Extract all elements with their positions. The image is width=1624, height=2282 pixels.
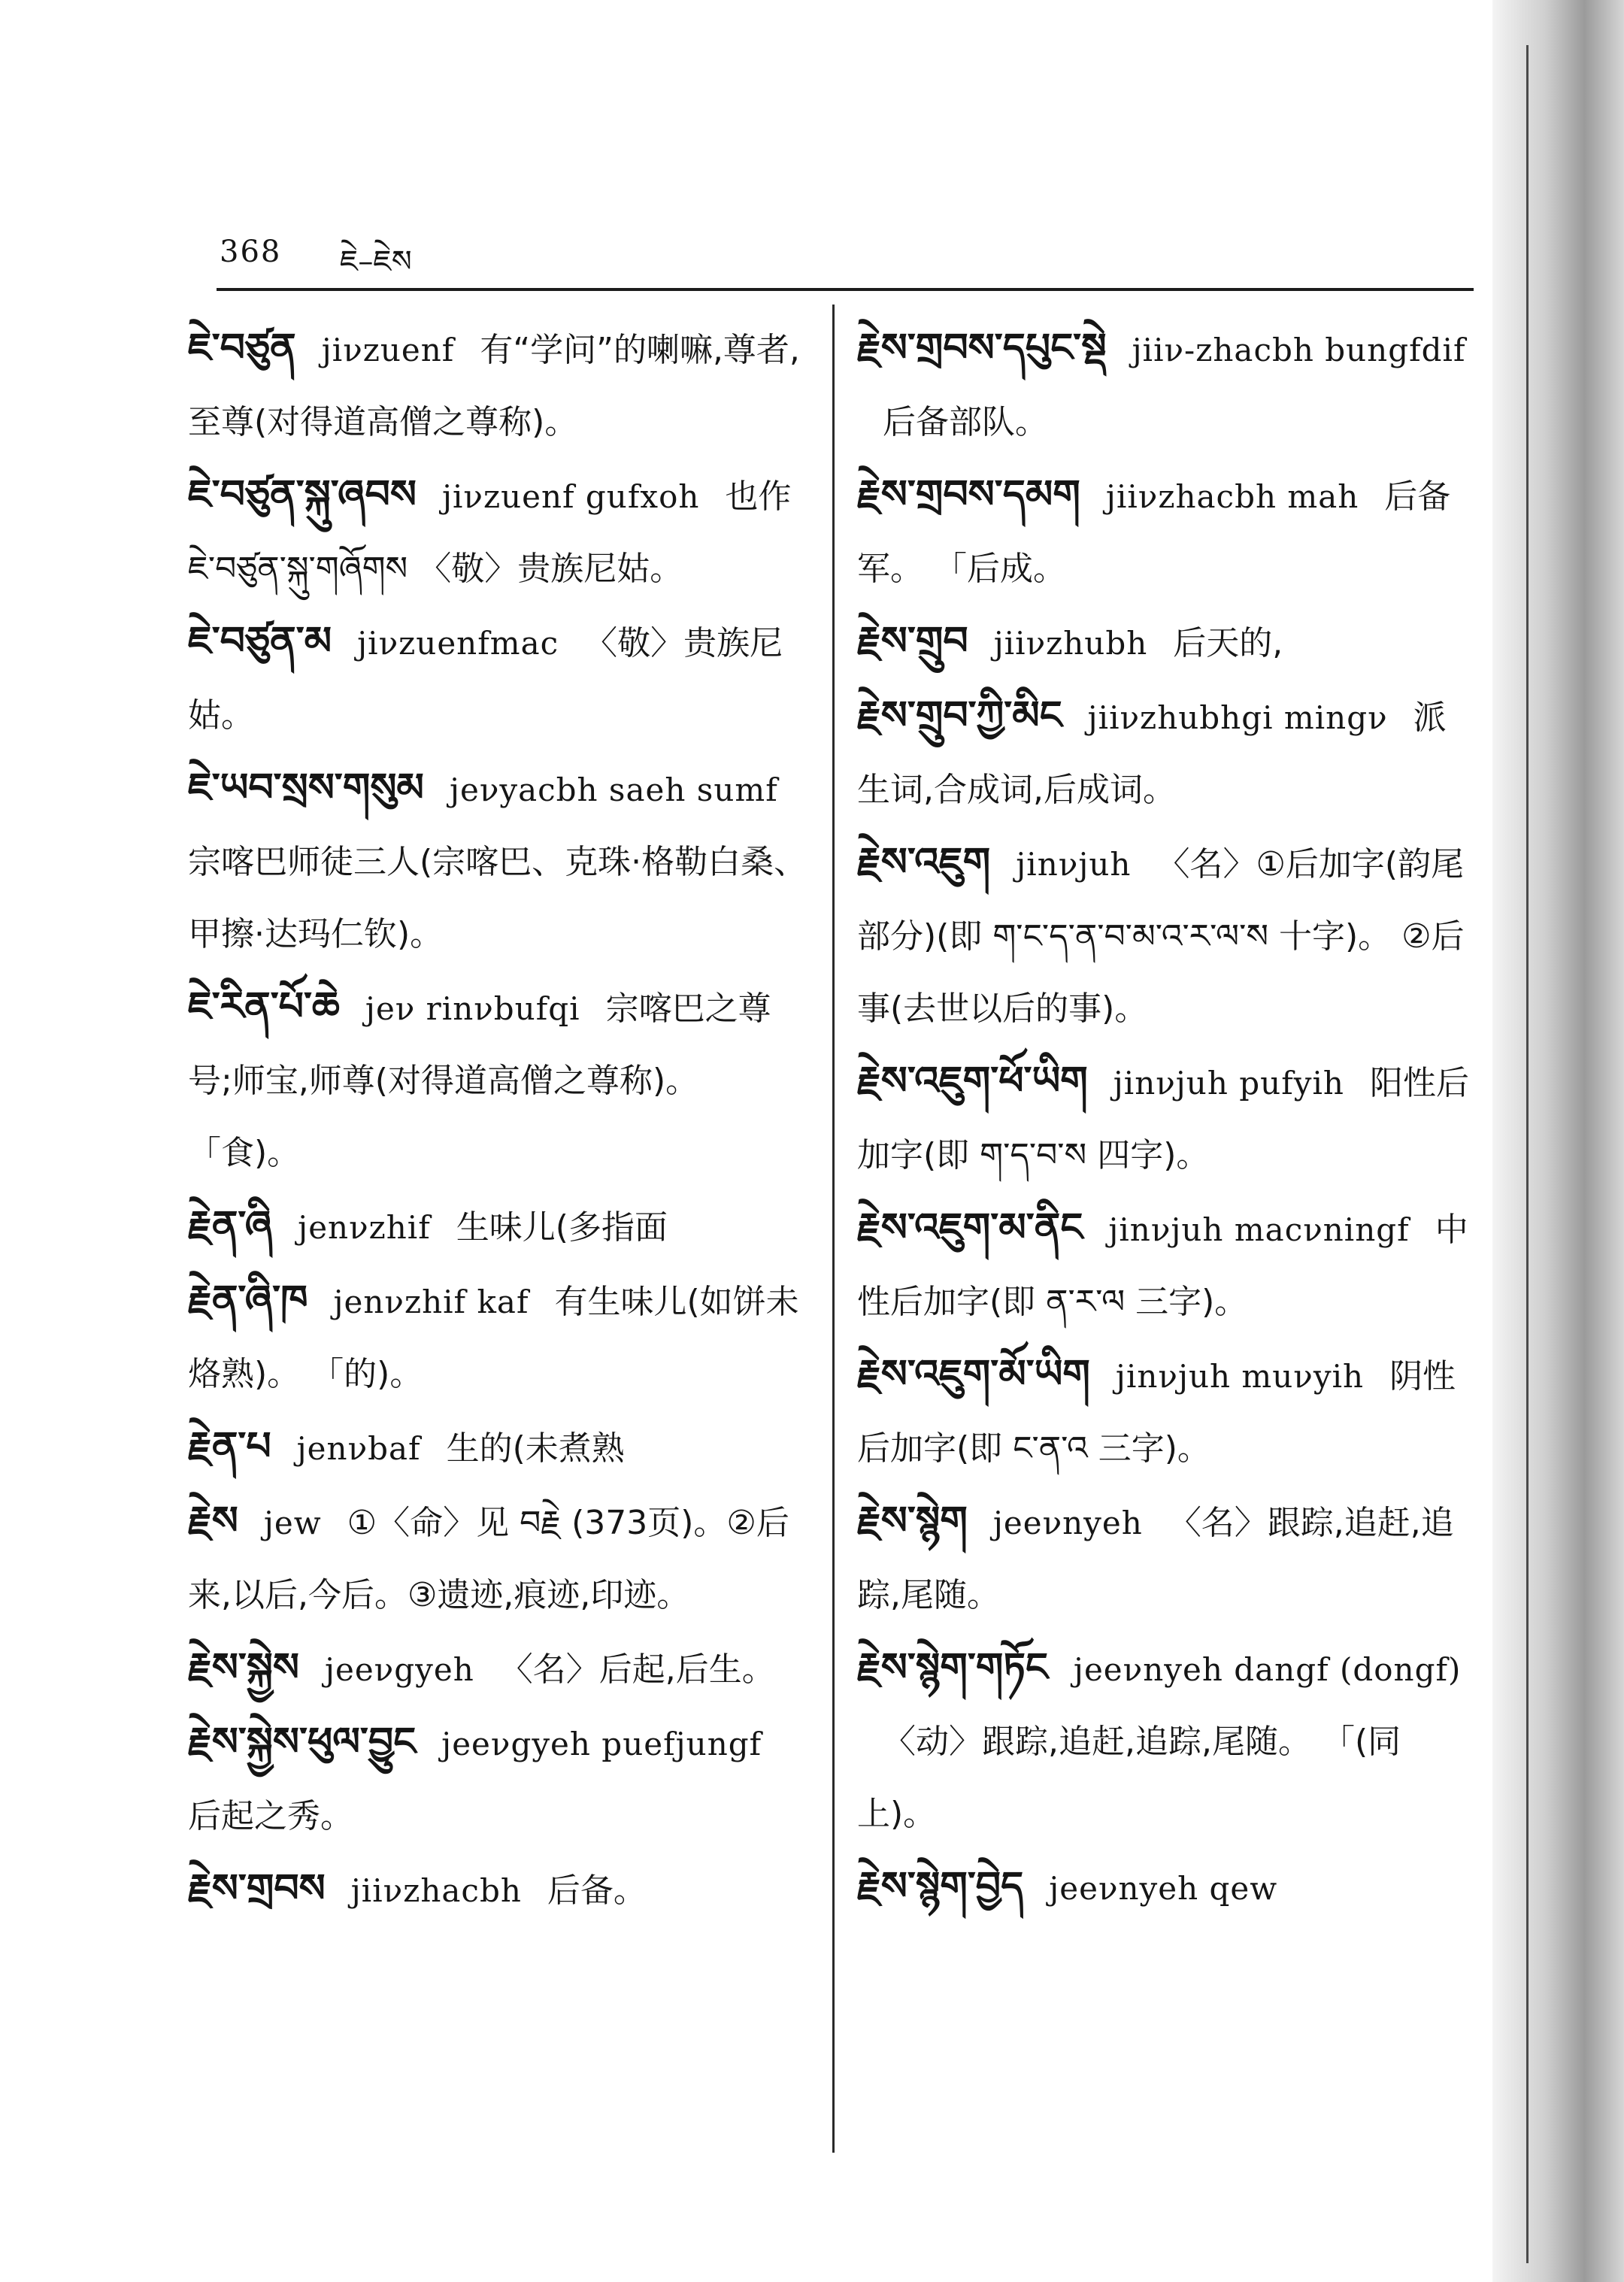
headword-romanization: jeeνnyeh dangf (dongf) <box>1073 1651 1462 1688</box>
definition: 〈名〉跟踪,追赶,追踪,尾随。 <box>857 1504 1454 1614</box>
dictionary-entry <box>188 605 812 752</box>
headword-tibetan: ཇེ་བཙུན <box>188 326 296 371</box>
definition: 生味儿(多指面 <box>456 1208 668 1247</box>
dictionary-entry <box>857 459 1474 605</box>
headword-romanization: jiiν-zhacbh bungfdif <box>1132 332 1466 368</box>
dictionary-entry <box>188 752 812 971</box>
headword-romanization: jenνzhif kaf <box>333 1283 529 1320</box>
headword-tibetan: ཇེ་བཙུན་སྐུ་ཞབས <box>188 472 417 517</box>
page-header <box>0 0 1624 301</box>
headword-tibetan: རྗེས་གྲབས་དམག <box>857 472 1080 517</box>
definition: 后备军。 「后成。 <box>857 477 1451 588</box>
headword-tibetan: ཇེ་བཙུན་མ <box>188 619 332 664</box>
headword-romanization: jiiνzhubh <box>993 625 1148 662</box>
definition: 后起之秀。 <box>188 1797 353 1835</box>
headword-romanization: jinνjuh <box>1016 846 1132 883</box>
headword-tibetan: རྗེས་སྙེག་གཏོང <box>857 1645 1048 1690</box>
dictionary-entry <box>857 826 1474 1045</box>
headword-tibetan: རྗེས་གྲུབ་ཀྱི་མིང <box>857 693 1062 738</box>
headword-romanization: jinνjuh macνningf <box>1108 1211 1410 1248</box>
definition: 〈名〉后起,后生。 <box>499 1650 775 1689</box>
definition: 有“学问”的喇嘛,尊者,至尊(对得道高僧之尊称)。 <box>188 331 800 441</box>
headword-tibetan: རྗེན་ཞི <box>188 1203 273 1248</box>
headword-tibetan: རྗེས <box>188 1499 238 1544</box>
dictionary-entry <box>188 1853 812 1927</box>
dictionary-entry <box>857 1632 1474 1850</box>
running-head: ཇེ–ཇེས <box>340 244 412 279</box>
headword-romanization: jiiνzhacbh <box>350 1872 522 1909</box>
left-column <box>188 312 812 1927</box>
right-column <box>857 312 1474 1925</box>
headword-tibetan: རྗེས་སྙེག་བྱེད <box>857 1864 1024 1909</box>
definition: 派生词,合成词,后成词。 <box>857 699 1447 809</box>
headword-romanization: jeeνnyeh <box>992 1505 1143 1541</box>
dictionary-entry <box>857 605 1474 680</box>
definition: 后备。 <box>547 1871 647 1910</box>
definition: 〈名〉①后加字(韵尾部分)(即 ག་ང་ད་ན་བ་མ་འ་ར་ལ་ས 十字)。 ②后事(去世以后的事)。 <box>857 845 1465 1028</box>
definition: 〈动〉跟踪,追赶,追踪,尾随。 「(同上)。 <box>857 1723 1401 1833</box>
headword-tibetan: རྗེས་སྙེག <box>857 1499 968 1544</box>
headword-tibetan: ཇེ་རིན་པོ་ཆེ <box>188 984 340 1029</box>
dictionary-entry <box>857 1192 1474 1338</box>
headword-tibetan: རྗེས་འཇུག་མོ་ཡིག <box>857 1352 1090 1397</box>
dictionary-entry <box>857 680 1474 826</box>
headword-tibetan: ཇེ་ཡབ་སྲས་གསུམ <box>188 765 424 811</box>
headword-tibetan: རྗེས་འཇུག <box>857 840 991 885</box>
headword-tibetan: རྗེས་གྲུབ <box>857 619 968 664</box>
definition: 中性后加字(即 ན་ར་ལ 三字)。 <box>857 1211 1468 1321</box>
header-rule <box>217 288 1474 291</box>
headword-tibetan: རྗེས་འཇུག་མ་ནིང <box>857 1205 1083 1250</box>
page-edge-shadow <box>1492 0 1624 2282</box>
definition: 宗喀巴之尊号;师宝,师尊(对得道高僧之尊称)。 「食)。 <box>188 989 771 1172</box>
headword-romanization: jinνjuh muνyih <box>1115 1358 1365 1395</box>
dictionary-entry <box>188 1632 812 1706</box>
definition: 阳性后加字(即 ག་ད་བ་ས 四字)。 <box>857 1064 1469 1174</box>
definition: 宗喀巴师徒三人(宗喀巴、克珠·格勒白桑、甲擦·达玛仁钦)。 <box>188 843 807 953</box>
dictionary-entry <box>857 1485 1474 1632</box>
headword-romanization: jeeνgyeh puefjungf <box>441 1726 762 1762</box>
dictionary-entry <box>188 1264 812 1411</box>
page-edge-line <box>1526 45 1529 2263</box>
definition: 也作 ཇེ་བཙུན་སྐུ་གཞོགས 〈敬〉贵族尼姑。 <box>188 477 792 588</box>
headword-romanization: jiiνzhacbh mah <box>1105 478 1359 515</box>
headword-tibetan: རྗེས་འཇུག་ཕོ་ཡིག <box>857 1059 1088 1104</box>
headword-tibetan: རྗེས་སྐྱེས <box>188 1645 299 1690</box>
headword-romanization: jiνzuenfmac <box>357 625 559 662</box>
dictionary-entry <box>188 1706 812 1853</box>
headword-romanization: jinνjuh pufyih <box>1113 1065 1344 1102</box>
definition: 阴性后加字(即 ང་ན་འ 三字)。 <box>857 1357 1456 1468</box>
headword-romanization: jeeνnyeh qew <box>1049 1870 1278 1907</box>
headword-tibetan: རྗེས་གྲབས་དཔུང་སྡེ <box>857 326 1107 371</box>
headword-tibetan: རྗེས་སྐྱེས་ཕུལ་བྱུང <box>188 1720 417 1765</box>
headword-romanization: jiiνzhubhgi mingν <box>1087 699 1388 736</box>
headword-romanization: jeν rinνbufqi <box>365 990 580 1027</box>
dictionary-entry <box>857 1338 1474 1485</box>
headword-romanization: jeeνgyeh <box>324 1651 474 1688</box>
definition: 〈敬〉贵族尼姑。 <box>188 624 783 735</box>
headword-tibetan: རྗེན་ཞི་ཁ <box>188 1277 308 1323</box>
definition: ①〈命〉见 བརྗེ (373页)。②后来,以后,今后。③遗迹,痕迹,印迹。 <box>188 1504 789 1614</box>
dictionary-entry <box>188 1485 812 1632</box>
headword-romanization: jiνzuenf <box>321 332 455 368</box>
dictionary-entry <box>188 459 812 605</box>
column-divider <box>832 305 835 2153</box>
headword-romanization: jew <box>263 1505 322 1541</box>
headword-romanization: jenνzhif <box>298 1209 431 1246</box>
headword-romanization: jenνbaf <box>296 1430 421 1467</box>
headword-tibetan: རྗེན་པ <box>188 1424 271 1469</box>
headword-romanization: jeνyacbh saeh sumf <box>449 771 778 808</box>
headword-tibetan: རྗེས་གྲབས <box>188 1866 326 1911</box>
dictionary-entry <box>857 312 1474 459</box>
definition: 有生味儿(如饼未烙熟)。 「的)。 <box>188 1283 799 1393</box>
definition: 后天的, <box>1173 624 1283 662</box>
definition: 生的(未煮熟 <box>446 1429 625 1468</box>
dictionary-entry <box>188 1189 812 1264</box>
dictionary-entry <box>857 1045 1474 1192</box>
headword-romanization: jiνzuenf gufxoh <box>441 478 700 515</box>
dictionary-entry <box>857 1850 1474 1925</box>
dictionary-entry <box>188 1411 812 1485</box>
page-number: 368 <box>220 235 282 269</box>
definition: 后备部队。 <box>883 403 1048 441</box>
dictionary-entry <box>188 312 812 459</box>
dictionary-entry <box>188 971 812 1189</box>
